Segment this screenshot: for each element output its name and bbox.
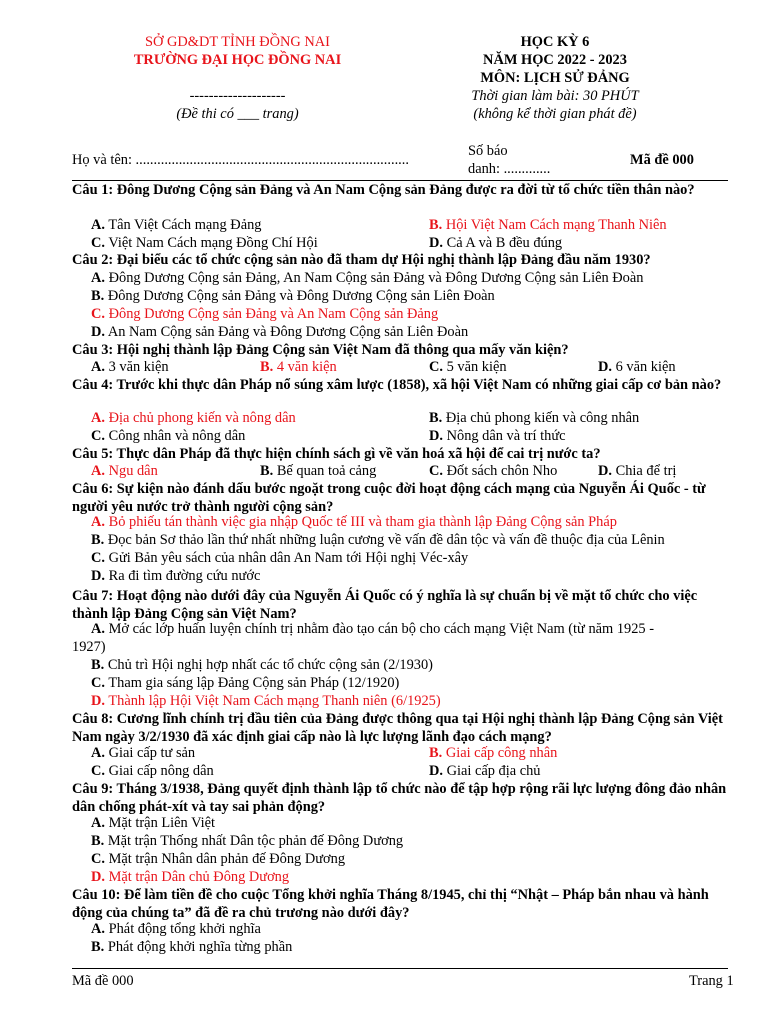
q1-option-b[interactable]	[429, 216, 667, 234]
q10-option-a[interactable]	[91, 920, 261, 938]
option-text: Mặt trận Thống nhất Dân tộc phản đế Đông Dương	[107, 833, 404, 849]
option-text: Địa chủ phong kiến và công nhân	[445, 410, 640, 426]
option-label: D.	[91, 324, 105, 340]
option-text: Mặt trận Nhân dân phản đế Đông Dương	[108, 851, 346, 867]
q8-option-c[interactable]	[91, 762, 214, 780]
option-label: A.	[91, 621, 105, 637]
q7-option-a[interactable]	[91, 620, 654, 638]
q2-option-b[interactable]	[91, 287, 495, 305]
q9-option-a[interactable]	[91, 814, 215, 832]
q2-option-a[interactable]	[91, 269, 643, 287]
q1-option-d[interactable]	[429, 234, 562, 252]
question-5: Câu 5: Thực dân Pháp đã thực hiện chính sách gì về văn hoá xã hội để cai trị nước ta?	[72, 446, 601, 462]
option-label: A.	[91, 815, 105, 831]
question-4: Câu 4: Trước khi thực dân Pháp nổ súng xâm lược (1858), xã hội Việt Nam có những giai cấp cơ bản nào?	[72, 377, 722, 393]
option-text: Nông dân và trí thức	[446, 428, 566, 444]
option-text: Đông Dương Cộng sản Đảng và An Nam Cộng sản Đảng	[108, 306, 439, 322]
option-text: Bế quan toả cảng	[276, 463, 377, 479]
option-label: A.	[91, 217, 105, 233]
q1-option-c[interactable]	[91, 234, 318, 252]
q6-option-a[interactable]	[91, 513, 617, 531]
q3-option-c[interactable]	[429, 358, 507, 376]
option-label: B.	[91, 657, 105, 673]
question-8: Câu 8: Cương lĩnh chính trị đầu tiên của Đảng được thông qua tại Hội nghị thành lập Đảng Cộng sản Việt Nam ngày 3/2/1930 đã xác định giai cấp nào là lực lượng lãnh đạo cách mạng?	[72, 711, 723, 745]
option-label: A.	[91, 921, 105, 937]
q6-option-c[interactable]	[91, 549, 468, 567]
footer-page-number: Trang 1	[689, 973, 734, 989]
q4-option-a[interactable]	[91, 409, 296, 427]
question-6: Câu 6: Sự kiện nào đánh dấu bước ngoặt trong cuộc đời hoạt động cách mạng của Nguyễn Ái Quốc - từ người yêu nước trở thành người cộng sản?	[72, 481, 706, 515]
q3-option-a[interactable]	[91, 358, 169, 376]
option-label: A.	[91, 359, 105, 375]
option-text: Mặt trận Dân chủ Đông Dương	[108, 869, 290, 885]
q1-option-a[interactable]	[91, 216, 261, 234]
option-text: Giai cấp nông dân	[108, 763, 214, 779]
q5-option-a[interactable]	[91, 462, 158, 480]
school-year: NĂM HỌC 2022 - 2023	[483, 52, 627, 68]
q7-option-a-continued	[72, 638, 106, 656]
pages-note: (Đề thi có ___ trang)	[176, 106, 299, 122]
q7-option-c[interactable]	[91, 674, 399, 692]
option-text: Gửi Bản yêu sách của nhân dân An Nam tới Hội nghị Véc-xây	[108, 550, 469, 566]
option-label: D.	[429, 763, 443, 779]
option-text: Đông Dương Cộng sản Đảng, An Nam Cộng sản Đảng và Đông Dương Cộng sản Liên Đoàn	[108, 270, 644, 286]
option-label: A.	[91, 745, 105, 761]
option-text: 5 văn kiện	[446, 359, 507, 375]
option-label: C.	[91, 306, 105, 322]
option-label: B.	[91, 288, 105, 304]
option-text: Giai cấp công nhân	[445, 745, 558, 761]
option-text: Ngu dân	[108, 463, 158, 479]
q6-option-d[interactable]	[91, 567, 260, 585]
q3-option-d[interactable]	[598, 358, 676, 376]
subject: MÔN: LỊCH SỬ ĐẢNG	[480, 70, 630, 86]
q5-option-b[interactable]	[260, 462, 376, 480]
option-label: D.	[598, 463, 612, 479]
option-text: Chủ trì Hội nghị hợp nhất các tổ chức cộng sản (2/1930)	[107, 657, 433, 673]
q5-option-d[interactable]	[598, 462, 676, 480]
option-text: Ra đi tìm đường cứu nước	[108, 568, 261, 584]
q4-option-b[interactable]	[429, 409, 639, 427]
q7-option-d[interactable]	[91, 692, 441, 710]
option-text: Địa chủ phong kiến và nông dân	[108, 410, 296, 426]
option-label: D.	[429, 428, 443, 444]
student-name-field[interactable]: Họ và tên: ............................................................................	[72, 152, 409, 168]
option-text: Đốt sách chôn Nho	[446, 463, 558, 479]
option-text: Việt Nam Cách mạng Đồng Chí Hội	[108, 235, 318, 251]
option-label: D.	[598, 359, 612, 375]
q9-option-b[interactable]	[91, 832, 403, 850]
question-7: Câu 7: Hoạt động nào dưới đây của Nguyễn Ái Quốc có ý nghĩa là sự chuẩn bị về mặt tổ chức cho việc thành lập Đảng Cộng sản Việt Nam?	[72, 588, 698, 622]
question-1: Câu 1: Đông Dương Cộng sản Đảng và An Nam Cộng sản Đảng được ra đời từ tổ chức tiền thân nào?	[72, 182, 695, 198]
time-limit: Thời gian làm bài: 30 PHÚT	[471, 88, 639, 104]
q2-option-d[interactable]	[91, 323, 468, 341]
time-note: (không kể thời gian phát đề)	[473, 106, 637, 122]
option-text: Thành lập Hội Việt Nam Cách mạng Thanh niên (6/1925)	[108, 693, 441, 709]
option-text: Giai cấp tư sản	[108, 745, 196, 761]
option-label: D.	[91, 693, 105, 709]
header-dashes: --------------------	[189, 88, 286, 104]
q9-option-c[interactable]	[91, 850, 345, 868]
option-label: C.	[429, 463, 443, 479]
option-text: Hội Việt Nam Cách mạng Thanh Niên	[445, 217, 667, 233]
q4-option-c[interactable]	[91, 427, 245, 445]
option-text: Tham gia sáng lập Đảng Cộng sản Pháp (12/1920)	[108, 675, 400, 691]
option-label: C.	[91, 763, 105, 779]
option-label: C.	[91, 428, 105, 444]
q2-option-c[interactable]	[91, 305, 438, 323]
option-text: Mặt trận Liên Việt	[108, 815, 215, 831]
q8-option-b[interactable]	[429, 744, 557, 762]
option-label: A.	[91, 410, 105, 426]
semester: HỌC KỲ 6	[520, 34, 590, 50]
option-text: Bỏ phiếu tán thành việc gia nhập Quốc tế III và tham gia thành lập Đảng Cộng sản Pháp	[108, 514, 617, 530]
candidate-number-field[interactable]: danh: .............	[468, 161, 551, 177]
footer-divider	[72, 968, 728, 969]
q10-option-b[interactable]	[91, 938, 292, 956]
q3-option-b[interactable]	[260, 358, 337, 376]
option-text: Đọc bản Sơ thảo lần thứ nhất những luận cương về vấn đề dân tộc và vấn đề thuộc địa của Lênin	[107, 532, 665, 548]
option-text: 3 văn kiện	[108, 359, 169, 375]
q8-option-a[interactable]	[91, 744, 195, 762]
option-text: 1927)	[72, 639, 106, 655]
option-text: 4 văn kiện	[276, 359, 337, 375]
option-label: A.	[91, 270, 105, 286]
question-10: Câu 10: Để làm tiền đề cho cuộc Tổng khởi nghĩa Tháng 8/1945, chỉ thị “Nhật – Pháp bắn nhau và hành động của chúng ta” đã đề ra chủ trương nào dưới đây?	[72, 887, 709, 921]
option-label: B.	[429, 410, 443, 426]
option-text: Cả A và B đều đúng	[446, 235, 563, 251]
option-label: B.	[91, 939, 105, 955]
option-label: B.	[429, 217, 443, 233]
question-9: Câu 9: Tháng 3/1938, Đảng quyết định thành lập tổ chức nào để tập hợp rộng rãi lực lượng đông đảo nhân dân chống phát-xít và tay sai phản động?	[72, 781, 727, 815]
option-text: Phát động tổng khởi nghĩa	[108, 921, 261, 937]
option-label: C.	[91, 550, 105, 566]
option-label: D.	[91, 568, 105, 584]
option-text: Chia để trị	[615, 463, 677, 479]
option-text: Giai cấp địa chủ	[446, 763, 541, 779]
q6-option-b[interactable]	[91, 531, 665, 549]
option-text: Công nhân và nông dân	[108, 428, 246, 444]
option-text: 6 văn kiện	[615, 359, 676, 375]
option-text: An Nam Cộng sản Đảng và Đông Dương Cộng sản Liên Đoàn	[107, 324, 469, 340]
q9-option-d[interactable]	[91, 868, 289, 886]
q8-option-d[interactable]	[429, 762, 541, 780]
candidate-number-label: Số báo	[468, 143, 508, 159]
option-label: B.	[260, 359, 274, 375]
option-label: D.	[91, 869, 105, 885]
option-label: B.	[91, 532, 105, 548]
school-name: TRƯỜNG ĐẠI HỌC ĐỒNG NAI	[133, 52, 342, 68]
footer-exam-code: Mã đề 000	[72, 973, 134, 989]
option-label: B.	[260, 463, 274, 479]
option-label: B.	[429, 745, 443, 761]
option-label: A.	[91, 514, 105, 530]
question-3: Câu 3: Hội nghị thành lập Đảng Cộng sản Việt Nam đã thông qua mấy văn kiện?	[72, 342, 569, 358]
q7-option-b[interactable]	[91, 656, 433, 674]
q4-option-d[interactable]	[429, 427, 566, 445]
option-label: D.	[429, 235, 443, 251]
option-label: C.	[91, 675, 105, 691]
option-label: A.	[91, 463, 105, 479]
exam-code: Mã đề 000	[630, 152, 694, 168]
q5-option-c[interactable]	[429, 462, 557, 480]
option-text: Phát động khởi nghĩa từng phần	[107, 939, 293, 955]
option-text: Tân Việt Cách mạng Đảng	[108, 217, 262, 233]
option-text: Mở các lớp huấn luyện chính trị nhằm đào tạo cán bộ cho cách mạng Việt Nam (từ năm 1925 -	[108, 621, 654, 637]
department-name: SỞ GD&DT TỈNH ĐỒNG NAI	[145, 34, 330, 50]
question-2: Câu 2: Đại biểu các tổ chức cộng sản nào đã tham dự Hội nghị thành lập Đảng đầu năm 1930?	[72, 252, 651, 268]
option-label: C.	[429, 359, 443, 375]
option-text: Đông Dương Cộng sản Đảng và Đông Dương Cộng sản Liên Đoàn	[107, 288, 495, 304]
option-label: C.	[91, 235, 105, 251]
option-label: C.	[91, 851, 105, 867]
option-label: B.	[91, 833, 105, 849]
